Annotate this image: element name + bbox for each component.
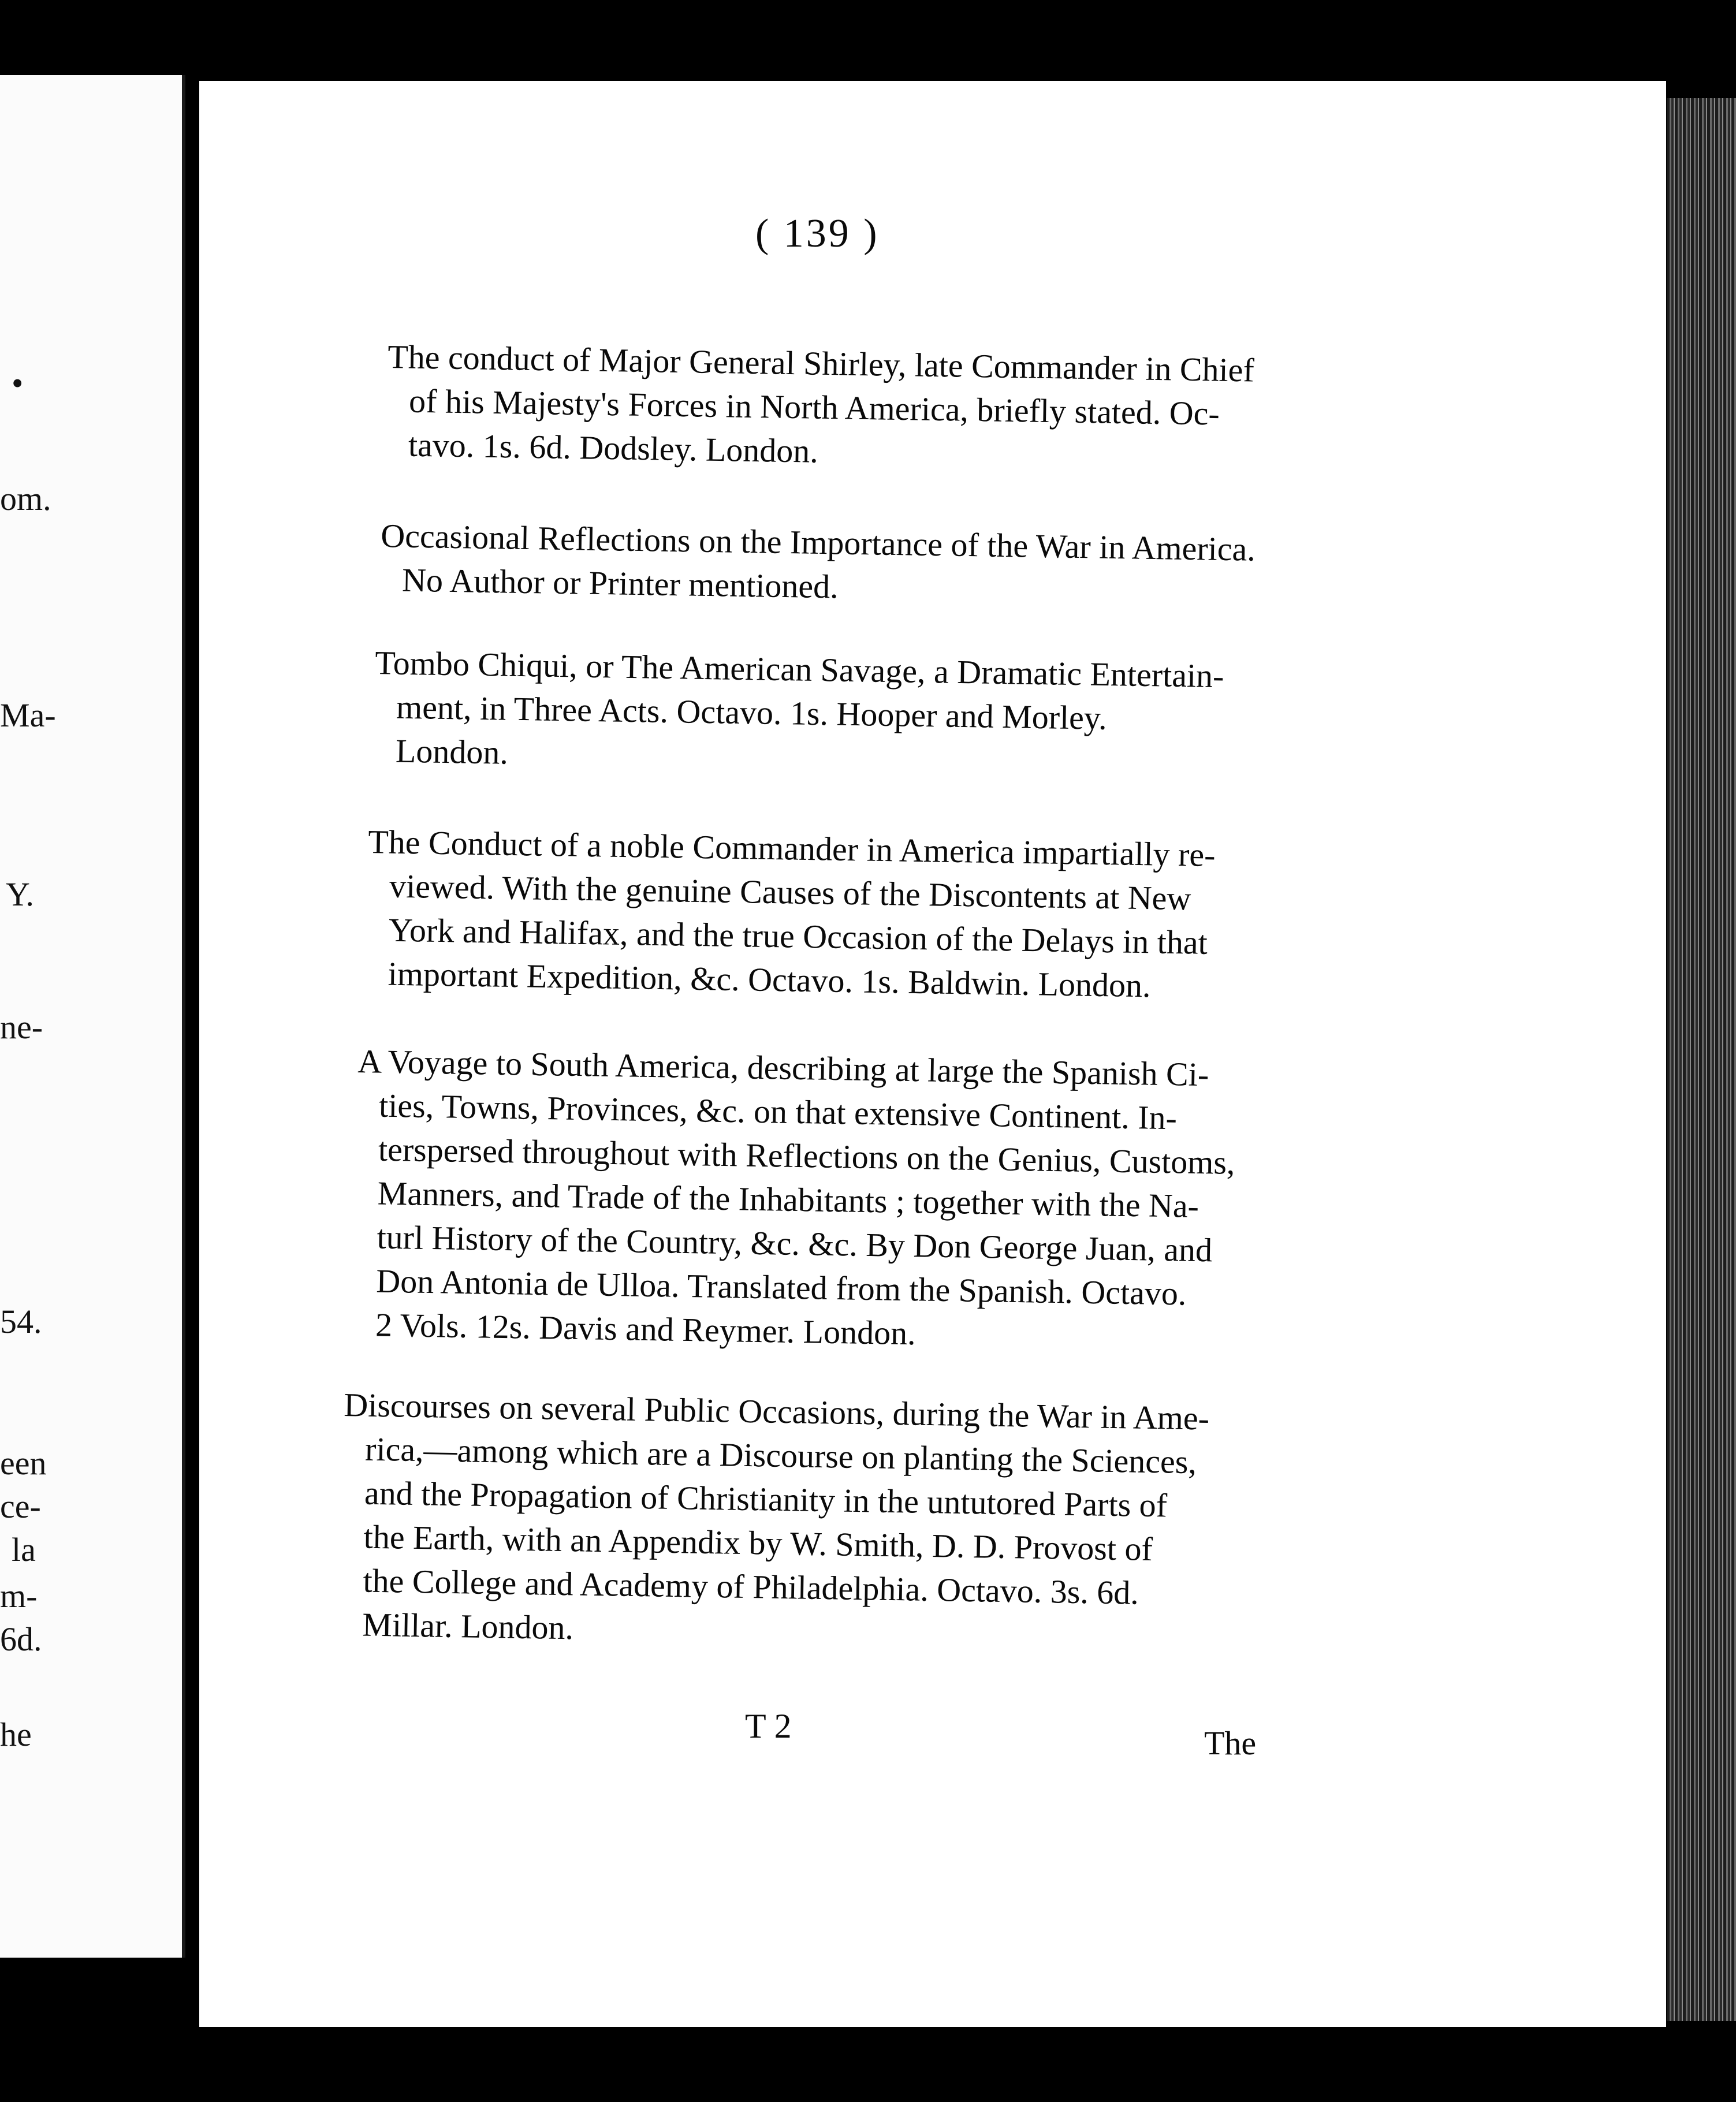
bibliography-entry <box>373 641 1224 786</box>
margin-fragment: om. <box>0 480 51 517</box>
margin-fragment: • <box>12 364 24 402</box>
entry-line: important Expedition, &c. Octavo. 1s. Baldwin. London. <box>388 955 1152 1005</box>
entry-line: York and Halifax, and the true Occasion of the Delays in that <box>388 911 1208 961</box>
entry-line: viewed. With the genuine Causes of the Discontents at New <box>389 867 1191 918</box>
entry-line: Discourses on several Public Occasions, during the War in Ame- <box>343 1385 1210 1437</box>
entry-line: turl History of the Country, &c. &c. By Don George Juan, and <box>377 1218 1213 1269</box>
bibliography-entry <box>386 335 1254 480</box>
entry-line: London. <box>395 732 509 772</box>
entry-line: terspersed throughout with Reflections on the Genius, Customs, <box>378 1130 1236 1182</box>
entry-line: Tombo Chiqui, or The American Savage, a Dramatic Entertain- <box>374 643 1224 695</box>
margin-fragment: ne- <box>0 1008 43 1046</box>
entry-line: the College and Academy of Philadelphia. Octavo. 3s. 6d. <box>363 1561 1139 1612</box>
entry-line: No Author or Printer mentioned. <box>401 561 839 606</box>
margin-fragment: Y. <box>6 875 34 913</box>
bibliography-entry <box>353 1039 1237 1361</box>
margin-fragment: m- <box>0 1577 38 1615</box>
catchword: The <box>1204 1724 1257 1762</box>
entry-line: ties, Towns, Provinces, &c. on that extensive Continent. In- <box>378 1086 1178 1137</box>
margin-fragment: Ma- <box>0 696 56 734</box>
bibliography-entry <box>380 514 1256 616</box>
margin-fragment: 6d. <box>0 1620 42 1658</box>
entry-line: and the Propagation of Christianity in the untutored Parts of <box>364 1474 1168 1525</box>
entry-line: of his Majesty's Forces in North America, briefly stated. Oc- <box>408 382 1220 433</box>
margin-fragment: la <box>12 1531 36 1568</box>
signature-mark: T 2 <box>745 1707 792 1745</box>
entry-line: rica,—among which are a Discourse on planting the Sciences, <box>364 1430 1197 1481</box>
entry-line: Millar. London. <box>362 1605 574 1647</box>
book-edge <box>1667 98 1736 2021</box>
entry-line: Don Antonia de Ulloa. Translated from the Spanish. Octavo. <box>375 1262 1187 1313</box>
entry-line: tavo. 1s. 6d. Dodsley. London. <box>408 426 819 470</box>
margin-fragment: 54. <box>0 1303 42 1340</box>
margin-fragment: he <box>0 1716 32 1753</box>
bibliography-entry <box>366 820 1216 1009</box>
page-number: ( 139 ) <box>755 211 880 256</box>
margin-fragment: een <box>0 1444 47 1482</box>
entry-line: The Conduct of a noble Commander in America impartially re- <box>367 822 1216 874</box>
entry-line: The conduct of Major General Shirley, late Commander in Chief <box>387 337 1255 389</box>
bibliography-entry <box>340 1383 1210 1660</box>
entry-line: A Voyage to South America, describing at large the Spanish Ci- <box>357 1042 1209 1094</box>
previous-page-edge <box>0 75 185 1958</box>
entry-line: the Earth, with an Appendix by W. Smith, D. D. Provost of <box>363 1518 1153 1568</box>
entry-line: 2 Vols. 12s. Davis and Reymer. London. <box>375 1306 917 1352</box>
entry-line: ment, in Three Acts. Octavo. 1s. Hooper and Morley. <box>396 688 1108 737</box>
entry-line: Occasional Reflections on the Importance of the War in America. <box>380 516 1256 568</box>
margin-fragment: ce- <box>0 1488 41 1525</box>
entry-line: Manners, and Trade of the Inhabitants ; together with the Na- <box>377 1174 1199 1225</box>
